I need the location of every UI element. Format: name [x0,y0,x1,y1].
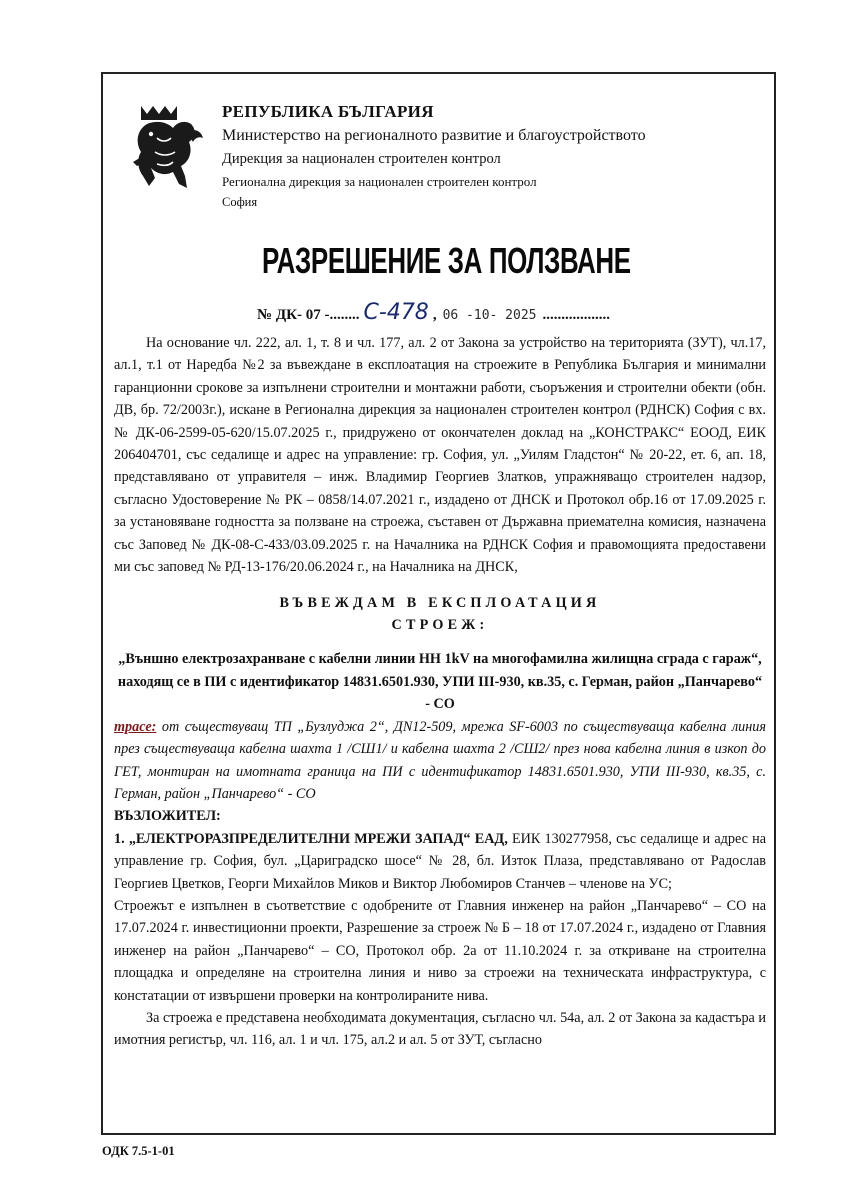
trase-text: от съществуващ ТП „Бузлуджа 2“, ДN12-509, мрежа SF-6003 по съществуваща кабелна линия през съществуваща кабелна шахта 1 /СШ1/ и кабелна шахта 2 /СШ2/ през нова кабелна линия в изкоп до ГЕТ, монтиран на имотната граница на ПИ с идентификатор 14831.6501.930, УПИ III-930, кв.35, с. Герман, район „Панчарево“ - СО [114,718,766,802]
object-title: „Външно електрозахранване с кабелни линии НН 1kV на многофамилна жилищна сграда с гараж“, находящ се в ПИ с идентификатор 14831.6501.930, УПИ III-930, кв.35, с. Герман, район „Панчарево“ - СО [117,651,763,713]
country-name: РЕПУБЛИКА БЪЛГАРИЯ [222,102,434,121]
investor-paragraph [114,828,766,895]
letterhead [119,100,739,210]
document-title: РАЗРЕШЕНИЕ ЗА ПОЛЗВАНЕ [262,240,631,281]
date-stamp: 06 -10- 2025 [442,308,537,323]
number-comma: , [432,307,437,323]
investor-details: ЕИК 130277958, със седалище и адрес на управление гр. София, бул. „Цариградско шосе“ № 28, бл. Изток Плаза, представлявано от Радослав Георгиев Цветков, Георги Михайлов Миков и Виктор Любомиров Станчев – членове на УС; [114,830,766,892]
investor-name: 1. „ЕЛЕКТРОРАЗПРЕДЕЛИТЕЛНИ МРЕЖИ ЗАПАД“ ЕАД, [114,830,508,847]
document-number [257,300,610,325]
trase-label: трасе: [114,718,157,735]
form-code: ОДК 7.5-1-01 [102,1144,175,1158]
number-dots-right: .................. [542,307,610,323]
document-body [114,332,766,1052]
paragraph-executed: Строежът е изпълнен в съответствие с одобрените от Главния инженер на район „Панчарево“ – СО на 17.07.2024 г. инвестиционни проекти, Разрешение за строеж № Б – 18 от 17.07.2024 г., издадено от Главния инженер на район „Панчарево“ – СО, Протокол обр. 2а от 11.10.2024 г. за откриване на строителна площадка и определяне на строителна линия и ниво за строежи на техническата инфраструктура, с констатации от извършени проверки на контролираните нива. [114,897,766,1004]
handwritten-number: С-478 [363,300,429,325]
number-dots-left: ........ [329,307,360,323]
trase-paragraph [114,716,766,806]
ministry-name: Министерство на регионалното развитие и благоустройството [222,127,646,144]
coat-of-arms-lion-icon [127,102,207,190]
investor-label: ВЪЗЛОЖИТЕЛ: [114,808,221,825]
number-prefix: № ДК- 07 - [257,307,330,323]
heading-commission: ВЪВЕЖДАМ В ЕКСПЛОАТАЦИЯ [279,595,601,612]
city-name: София [222,195,258,209]
directorate-name: Дирекция за национален строителен контрол [222,151,501,167]
paragraph-basis: На основание чл. 222, ал. 1, т. 8 и чл. 177, ал. 2 от Закона за устройство на територията (ЗУТ), чл.17, ал.1, т.1 от Наредба №2 за въвеждане в експлоатация на строежите в Република България и минимални гаранционни срокове за изпълнени строителни и монтажни работи, съоръжения и строителни обекти (обн. ДВ, бр. 72/2003г.), искане в Регионална дирекция за национален строителен контрол (РДНСК) София с вх. № ДК-06-2599-05-620/15.07.2025 г., придружено от окончателен доклад на „КОНСТРАКС“ ЕООД, ЕИК 206404701, със седалище и адрес на управление: гр. София, ул. „Уилям Гладстон“ № 20-22, ет. 6, ап. 18, представлявано от управителя – инж. Владимир Георгиев Златков, упражняващо строителен надзор, съгласно Удостоверение № РК – 0858/14.07.2021 г., издадено от ДНСК и Протокол обр.16 от 17.09.2025 г. за установяване годността за ползване на строежа, съставен от Държавна приемателна комисия, назначена със Заповед № ДК-08-С-433/03.09.2025 г. на Началника на РДНСК София и правомощията предоставени ми със заповед № РД-13-176/20.06.2024 г., на Началника на ДНСК, [114,335,766,576]
paragraph-documentation: За строежа е представена необходимата документация, съгласно чл. 54а, ал. 2 от Закона за кадастъра и имотния регистър, чл. 116, ал. 1 и чл. 175, ал.2 и ал. 5 от ЗУТ, съгласно [114,1009,766,1049]
regional-directorate-name: Регионална дирекция за национален строителен контрол [222,174,537,189]
heading-object: СТРОЕЖ: [391,617,489,634]
